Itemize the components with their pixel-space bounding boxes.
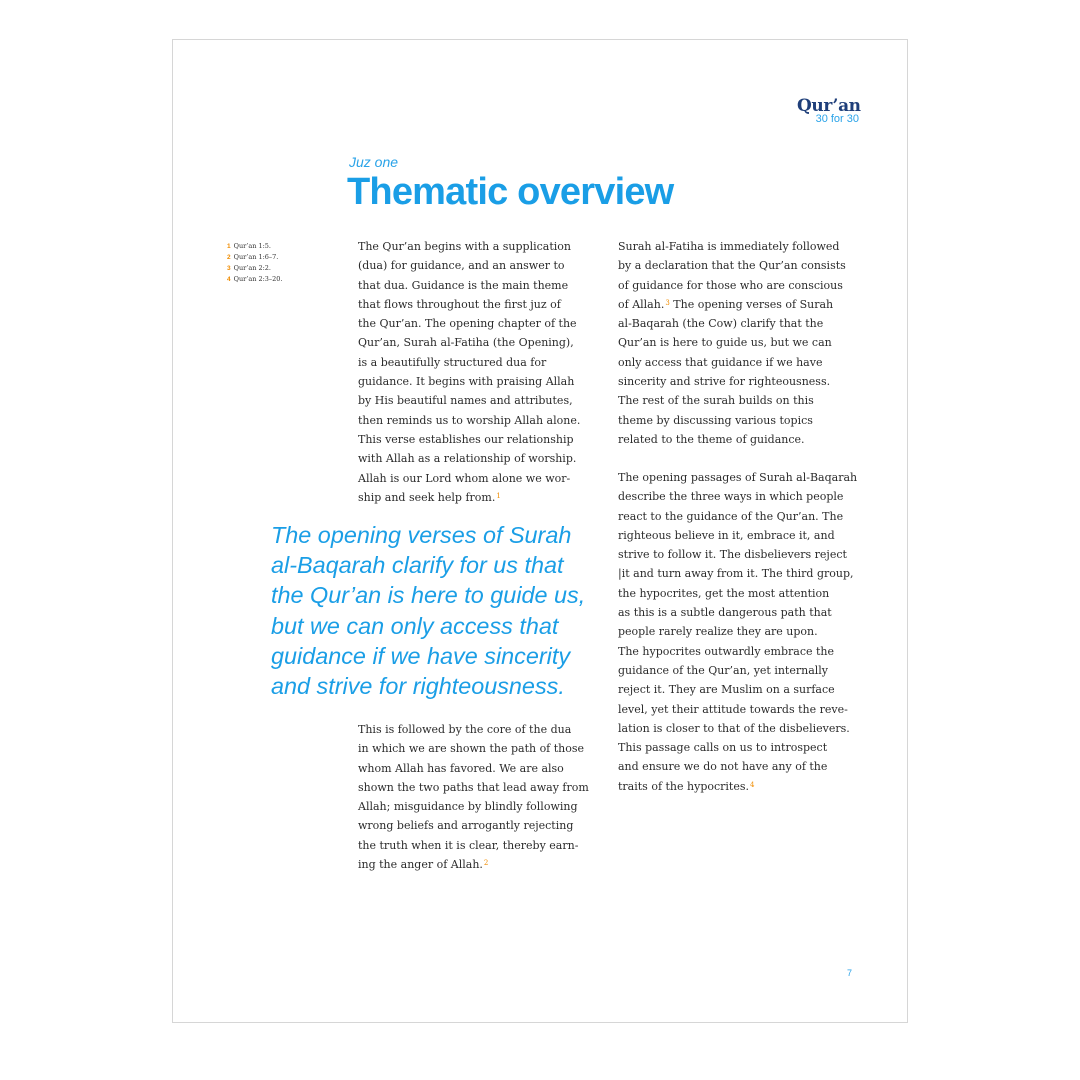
footnote-number: 2 [227,254,231,261]
text-line: wrong beliefs and arrogantly rejecting [358,819,574,833]
text-line: only access that guidance if we have [618,355,823,369]
text-line: Allah; misguidance by blindly following [358,800,578,814]
footnote-text: Qur’an 2:2. [233,264,271,272]
text-line: that dua. Guidance is the main theme [358,278,569,292]
text-line: is a beautifully structured dua for [358,355,547,369]
text-line: lation is closer to that of the disbelievers. [618,721,850,735]
body-column-4 [618,468,858,796]
pull-quote-line: The opening verses of Surah [271,522,572,548]
brand-logo [797,97,859,125]
text-line: by His beautiful names and attributes, [358,394,573,408]
text-line: of guidance for those who are conscious [618,278,843,292]
pull-quote-line: the Qur’an is here to guide us, [271,582,586,609]
text-line: and ensure we do not have any of the [618,760,828,774]
text-line-content: traits of the hypocrites. [618,779,749,793]
text-line: the hypocrites, get the most attention [618,586,830,600]
text-line: This is followed by the core of the dua [358,723,572,736]
text-line: people rarely realize they are upon. [618,625,818,639]
text-line: Allah is our Lord whom alone we wor- [358,471,571,485]
text-line: Surah al-Fatiha is immediately followed [618,240,840,253]
body-column-1 [358,237,598,507]
footnote-ref: 3 [665,298,670,307]
text-line: The hypocrites outwardly embrace the [618,644,835,658]
text-line: as this is a subtle dangerous path that [618,606,832,620]
logo-wordmark: Qur’an [797,96,861,116]
text-line-content: The opening verses of Surah [673,297,834,311]
text-line: related to the theme of guidance. [618,432,805,446]
pull-quote-line: al-Baqarah clarify for us that [271,552,564,579]
body-column-2 [358,720,598,874]
text-line: Qur’an, Surah al-Fatiha (the Opening), [358,336,574,350]
text-line: This verse establishes our relationship [358,432,574,446]
text-line: react to the guidance of the Qur’an. The [618,509,844,523]
text-line-content: ing the anger of Allah. [358,858,483,872]
logo-subtitle: 30 for 30 [815,113,859,125]
text-line: sincerity and strive for righteousness. [618,375,831,389]
text-line: The opening passages of Surah al-Baqarah [618,471,858,484]
footnote-number: 4 [227,276,231,283]
text-line: |it and turn away from it. The third group, [618,567,854,581]
text-line: guidance of the Qur’an, yet internally [618,663,829,677]
page-number: 7 [847,968,853,978]
text-line-content: of Allah. [618,297,665,311]
text-line: by a declaration that the Qur’an consists [618,259,846,273]
text-line: strive to follow it. The disbelievers reject [618,548,847,562]
text-line [618,295,858,314]
text-line [618,777,858,796]
text-line: the truth when it is clear, thereby earn- [358,838,579,852]
text-line: describe the three ways in which people [618,490,844,504]
pull-quote-line: guidance if we have sincerity [271,642,571,669]
pull-quote [271,520,601,701]
text-line: (dua) for guidance, and an answer to [358,259,565,273]
footnote-text: Qur’an 1:6–7. [233,253,279,261]
text-line: The rest of the surah builds on this [618,394,814,408]
section-kicker: Juz one [349,154,399,170]
footnote-ref: 1 [496,491,501,500]
pull-quote-line: but we can only access that [271,612,559,639]
footnote-text: Qur’an 1:5. [233,242,271,250]
footnote-item [227,252,317,263]
footnote-item [227,274,317,285]
text-line: reject it. They are Muslim on a surface [618,683,835,697]
footnote-number: 3 [227,265,231,272]
text-line [358,488,598,507]
text-line: theme by discussing various topics [618,413,813,427]
page-title: Thematic overview [347,171,674,213]
text-line: Qur’an is here to guide us, but we can [618,336,832,350]
text-line: This passage calls on us to introspect [618,741,828,755]
text-line: then reminds us to worship Allah alone. [358,413,581,427]
text-line: that flows throughout the first juz of [358,297,561,311]
text-line: guidance. It begins with praising Allah [358,375,575,389]
text-line [358,855,598,874]
footnote-item [227,241,317,252]
text-line: whom Allah has favored. We are also [358,761,564,775]
footnote-number: 1 [227,243,231,250]
pull-quote-line: and strive for righteousness. [271,673,565,700]
text-line: level, yet their attitude towards the reve- [618,702,848,716]
footnote-item [227,263,317,274]
footnote-text: Qur’an 2:3–20. [233,275,283,283]
body-column-3 [618,237,858,449]
footnotes-list [227,241,317,285]
text-line: al-Baqarah (the Cow) clarify that the [618,317,824,331]
text-line: shown the two paths that lead away from [358,780,589,794]
text-line: with Allah as a relationship of worship. [358,452,577,466]
footnote-ref: 4 [750,780,755,789]
text-line: The Qur’an begins with a supplication [358,240,571,253]
text-line: the Qur’an. The opening chapter of the [358,317,577,331]
text-line: righteous believe in it, embrace it, and [618,528,835,542]
footnote-ref: 2 [483,859,489,868]
text-line: in which we are shown the path of those [358,742,585,756]
text-line-content: ship and seek help from. [358,490,496,504]
